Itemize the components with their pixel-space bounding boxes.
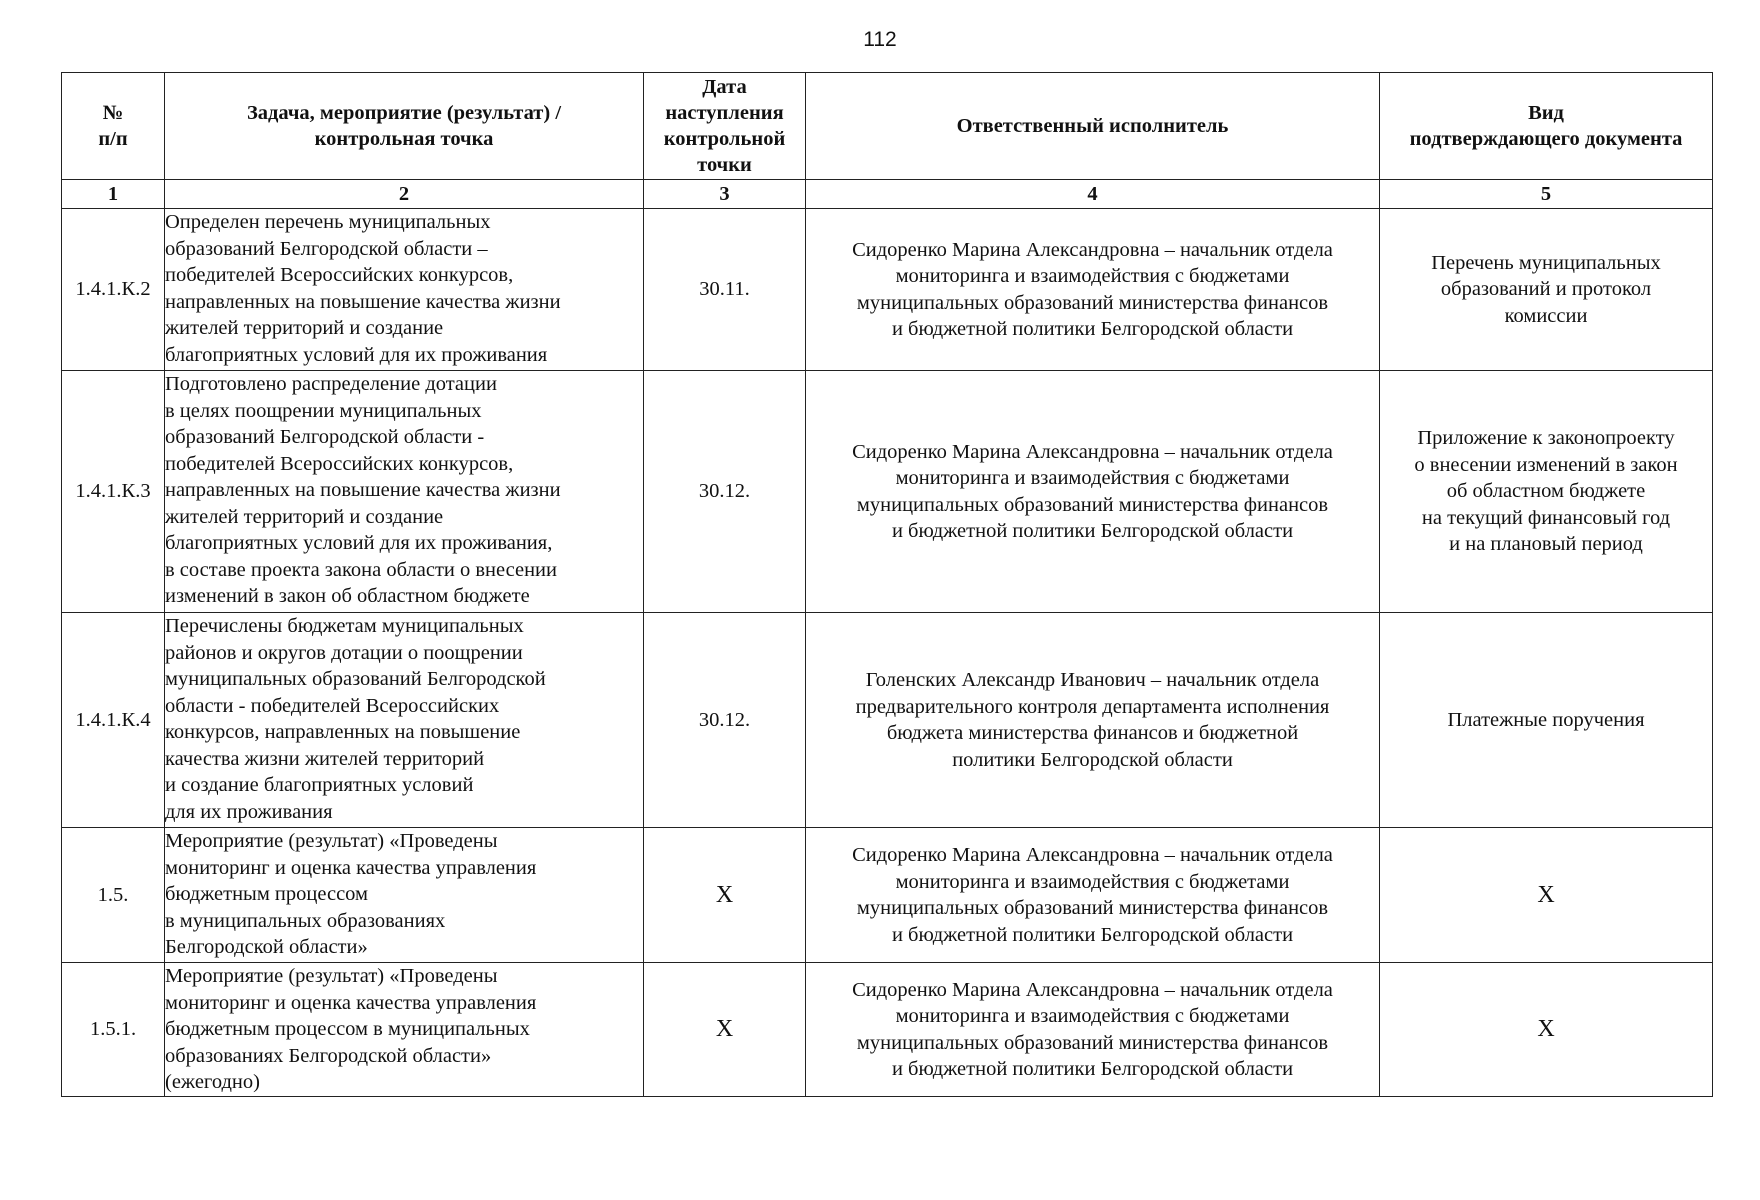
column-number: 4: [806, 180, 1380, 209]
row-number: 1.4.1.К.2: [62, 209, 165, 371]
table-row: [62, 371, 1713, 613]
row-number: 1.4.1.К.3: [62, 371, 165, 613]
column-number-row: [62, 180, 1713, 209]
row-date: Х: [644, 963, 806, 1097]
row-number: 1.5.1.: [62, 963, 165, 1097]
row-task: Подготовлено распределение дотации в целях поощрении муниципальных образований Белгородской области - победителей Всероссийских конкурсов, направленных на повышение качества жизни жителей территорий и создание благоприятных условий для их проживания, в составе проекта закона области о внесении изменений в закон об областном бюджете: [165, 371, 644, 613]
row-executor: Сидоренко Марина Александровна – начальник отдела мониторинга и взаимодействия с бюджетами муниципальных образований министерства финансов и бюджетной политики Белгородской области: [806, 828, 1380, 963]
row-task: Перечислены бюджетам муниципальных районов и округов дотации о поощрении муниципальных образований Белгородской области - победителей Всероссийских конкурсов, направленных на повышение качества жизни жителей территорий и создание благоприятных условий для их проживания: [165, 613, 644, 828]
row-executor: Голенских Александр Иванович – начальник отдела предварительного контроля департамента исполнения бюджета министерства финансов и бюджетной политики Белгородской области: [806, 613, 1380, 828]
column-number: 1: [62, 180, 165, 209]
header-task: Задача, мероприятие (результат) / контрольная точка: [165, 73, 644, 180]
header-number: № п/п: [62, 73, 165, 180]
row-executor: Сидоренко Марина Александровна – начальник отдела мониторинга и взаимодействия с бюджетами муниципальных образований министерства финансов и бюджетной политики Белгородской области: [806, 371, 1380, 613]
control-points-table: [61, 72, 1713, 1097]
column-number: 3: [644, 180, 806, 209]
row-task: Определен перечень муниципальных образований Белгородской области – победителей Всероссийских конкурсов, направленных на повышение качества жизни жителей территорий и создание благоприятных условий для их проживания: [165, 209, 644, 371]
row-date: 30.11.: [644, 209, 806, 371]
row-task: Мероприятие (результат) «Проведены мониторинг и оценка качества управления бюджетным процессом в муниципальных образованиях Белгородской области» (ежегодно): [165, 963, 644, 1097]
header-executor: Ответственный исполнитель: [806, 73, 1380, 180]
row-document: Х: [1380, 963, 1713, 1097]
table-row: [62, 209, 1713, 371]
row-date: 30.12.: [644, 613, 806, 828]
header-document: Вид подтверждающего документа: [1380, 73, 1713, 180]
row-number: 1.5.: [62, 828, 165, 963]
row-number: 1.4.1.К.4: [62, 613, 165, 828]
row-date: 30.12.: [644, 371, 806, 613]
row-date: Х: [644, 828, 806, 963]
row-document: Приложение к законопроекту о внесении изменений в закон об областном бюджете на текущий финансовый год и на плановый период: [1380, 371, 1713, 613]
column-number: 2: [165, 180, 644, 209]
row-document: Перечень муниципальных образований и протокол комиссии: [1380, 209, 1713, 371]
table-row: [62, 828, 1713, 963]
row-executor: Сидоренко Марина Александровна – начальник отдела мониторинга и взаимодействия с бюджетами муниципальных образований министерства финансов и бюджетной политики Белгородской области: [806, 963, 1380, 1097]
row-document: Платежные поручения: [1380, 613, 1713, 828]
column-number: 5: [1380, 180, 1713, 209]
table-header-row: [62, 73, 1713, 180]
row-document: Х: [1380, 828, 1713, 963]
page-number: 112: [863, 28, 897, 51]
table-row: [62, 963, 1713, 1097]
table-row: [62, 613, 1713, 828]
row-task: Мероприятие (результат) «Проведены мониторинг и оценка качества управления бюджетным процессом в муниципальных образованиях Белгородской области»: [165, 828, 644, 963]
row-executor: Сидоренко Марина Александровна – начальник отдела мониторинга и взаимодействия с бюджетами муниципальных образований министерства финансов и бюджетной политики Белгородской области: [806, 209, 1380, 371]
header-date: Дата наступления контрольной точки: [644, 73, 806, 180]
